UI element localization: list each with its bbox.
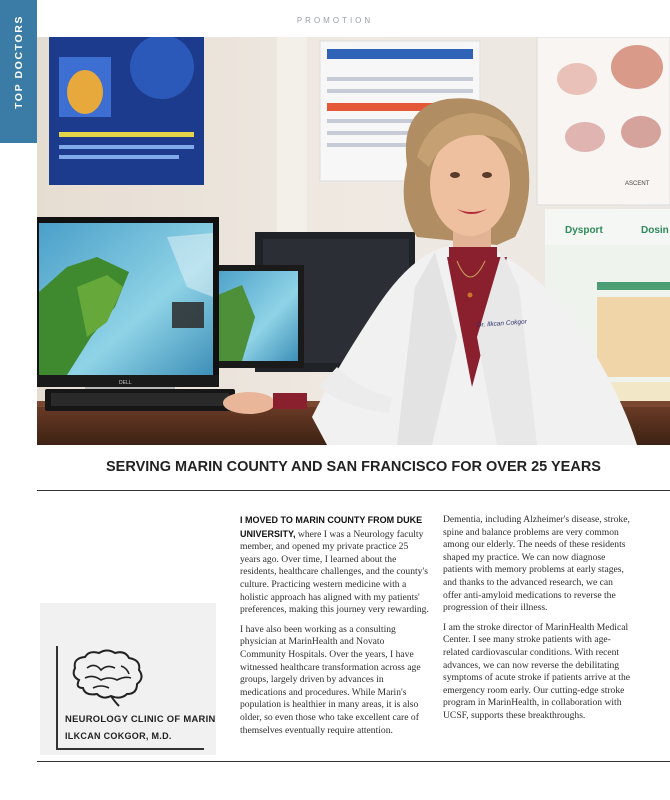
clinic-logo-box [40,603,216,755]
monitor-brand-text: DELL [119,380,132,386]
bottom-rule [37,761,670,762]
article-paragraph-2: I have also been working as a consulting physician at MarinHealth and Novato Community Hospitals. Over the years, I have witnessed healthcare transformation across age groups, largely driven by advances in medications and procedures. While Marin's population is healthier in many areas, it is also older, so even those who take excellent care of themselves eventually require attention. [240,623,421,736]
article-paragraph-1-text: where I was a Neurology faculty member, and opened my private practice 25 years ago. Over time, I learned about the residents, healthcare challenges, and the county's culture. Practicing western medicine with a holistic approach has aligned with my patients' preferences, making this journey very rewarding. [240,528,429,616]
doctor-photo [37,37,670,445]
poster-ascent-text: ASCENT [625,181,650,187]
anatomy-poster [537,37,670,205]
headline: SERVING MARIN COUNTY AND SAN FRANCISCO FOR OVER 25 YEARS [106,459,601,475]
article-lead-in: I MOVED TO MARIN COUNTY FROM DUKE UNIVERSITY, [240,515,423,539]
article-paragraph-3: Dementia, including Alzheimer's disease, stroke, spine and balance problems are very common among our elderly. The needs of these residents shaped my practice. We can now diagnose patients with memory problems at early stages, and thanks to the advanced research, we can offer anti-amyloid medications to reverse the progression of their illness. [443,514,630,614]
poster-dosin-text: Dosin [641,225,669,236]
logo-vertical-rule [56,646,58,750]
article-column-right [443,514,633,730]
article-paragraph-1 [240,514,430,617]
article-column-left [240,514,430,744]
poster-dysport-text: Dysport [565,225,603,236]
article-paragraph-4: I am the stroke director of MarinHealth Medical Center. I see many stroke patients with age-related cardiovascular conditions. With recent advances, we can now reverse the debilitating symptoms of acute stroke if patients arrive at the emergency room early. Our cutting-edge stroke program in MarinHealth, in collaboration with UCSF, supports these breakthroughs. [443,621,631,721]
doctor-name: ILKCAN COKGOR, M.D. [65,731,172,741]
section-tab-label: TOP DOCTORS [12,14,25,110]
main-monitor [37,217,219,399]
coat-embroidery: Dr. Ilkcan Cokgor [476,318,527,329]
promotion-label: PROMOTION [296,16,374,25]
logo-horizontal-rule [56,748,204,750]
brain-icon [67,648,147,708]
second-monitor [207,265,304,368]
headline-rule [37,490,670,491]
blue-poster [49,37,204,185]
clinic-name: NEUROLOGY CLINIC OF MARIN [65,713,216,724]
